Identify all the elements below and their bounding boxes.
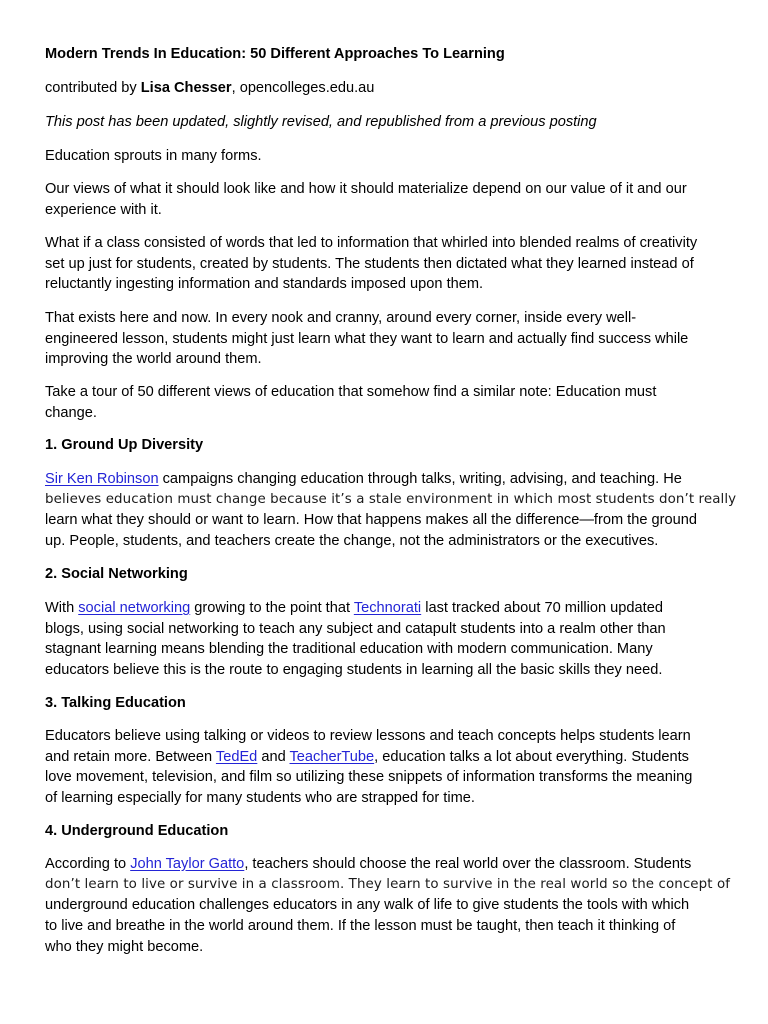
- section-body-4: According to John Taylor Gatto, teachers should choose the real world over the classroom. Students don’t learn to live or survive in a classroom. They learn to survive in the real world so the concept of underground education challenges educators in any walk of life to give students the tools with which to live and breathe in the world around them. If the lesson must be taught, then teach it thinking of who they might become.: [45, 856, 731, 955]
- intro-paragraph-1: Education sprouts in many forms.: [45, 148, 262, 164]
- sir-ken-robinson-link[interactable]: Sir Ken Robinson: [45, 471, 159, 487]
- section-heading-4: 4. Underground Education: [45, 823, 229, 839]
- social-networking-link[interactable]: social networking: [78, 600, 191, 616]
- teded-link[interactable]: TedEd: [215, 748, 258, 765]
- intro-paragraph-5: Take a tour of 50 different views of education that somehow find a similar note: Education must change.: [45, 384, 657, 421]
- author-name: Lisa Chesser: [140, 80, 232, 96]
- section-body-1: Sir Ken Robinson campaigns changing education through talks, writing, advising, and teaching. He believes education must change because it’s a stale environment in which most students don’t really learn what they should or want to learn. How that happens makes all the difference—from the ground up. People, students, and teachers create the change, not the administrators or the executives.: [45, 471, 737, 550]
- section-heading-2: 2. Social Networking: [45, 566, 188, 582]
- section-body-2: With social networking growing to the point that Technorati last tracked about 70 million updated blogs, using social networking to teach any subject and catapult students into a realm other than stagnant learning means blending the traditional education with modern communication. Many educators believe this is the route to engaging students in learning all the basic skills they need.: [45, 600, 666, 679]
- section-heading-3: 3. Talking Education: [45, 695, 186, 711]
- section-body-3: Educators believe using talking or videos to review lessons and teach concepts helps students learn and retain more. Between TedEd and TeacherTube, education talks a lot about everything. Students love movement, television, and film so utilizing these snippets of information transforms the meaning of learning especially for many students who are strapped for time.: [45, 728, 693, 807]
- page-title: Modern Trends In Education: 50 Different Approaches To Learning: [45, 46, 505, 62]
- byline: contributed by Lisa Chesser, opencolleges.edu.au: [45, 80, 375, 96]
- intro-paragraph-2: Our views of what it should look like and how it should materialize depend on our value of it and our experience with it.: [45, 181, 687, 218]
- technorati-link[interactable]: Technorati: [353, 600, 422, 616]
- update-note: This post has been updated, slightly revised, and republished from a previous posting: [45, 114, 597, 130]
- john-taylor-gatto-link[interactable]: John Taylor Gatto: [130, 856, 245, 872]
- intro-paragraph-3: What if a class consisted of words that led to information that whirled into blended realms of creativity set up just for students, created by students. The students then dictated what they learned instead of reluctantly ingesting information and standards imposed upon them.: [45, 235, 698, 293]
- section-heading-1: 1. Ground Up Diversity: [45, 437, 204, 453]
- teachertube-link[interactable]: TeacherTube: [289, 748, 375, 765]
- intro-paragraph-4: That exists here and now. In every nook and cranny, around every corner, inside every well- engineered lesson, students might just learn what they want to learn and actually find success while improving the world around them.: [45, 310, 689, 368]
